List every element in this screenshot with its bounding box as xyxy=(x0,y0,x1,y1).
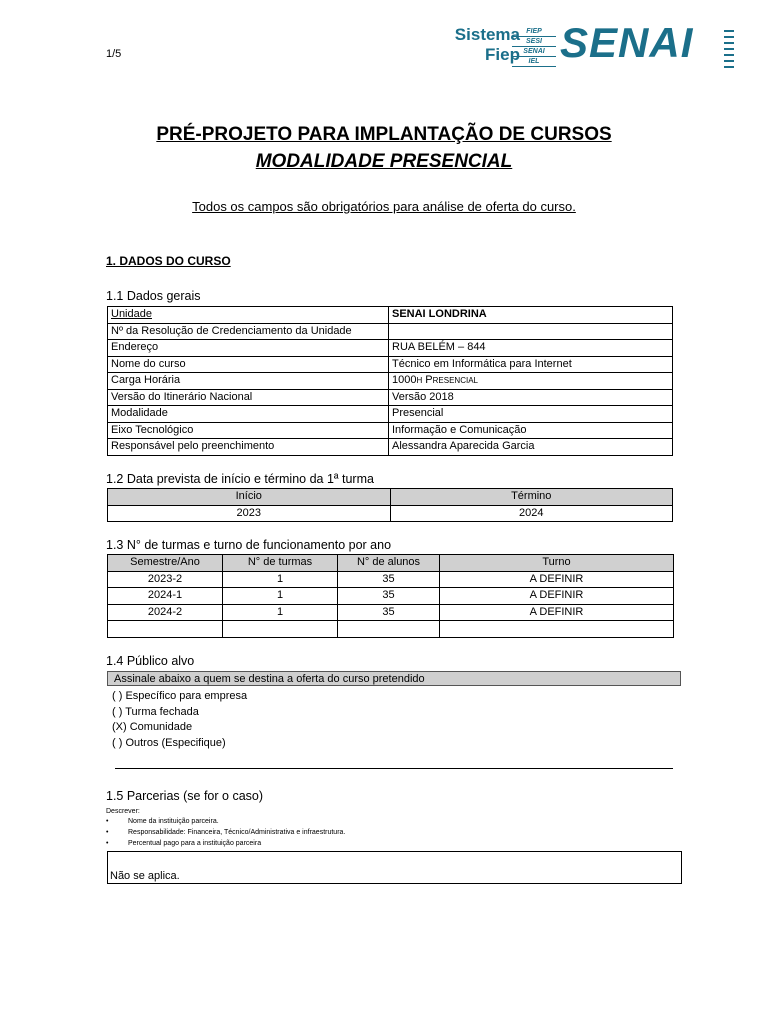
table-cell: Nº da Resolução de Credenciamento da Unidade xyxy=(108,323,389,340)
table-header-row xyxy=(108,489,673,506)
table-cell: A DEFINIR xyxy=(440,588,674,605)
table-row xyxy=(108,621,674,638)
general-data-table xyxy=(107,306,673,456)
table-row xyxy=(108,373,673,390)
table-cell: 1 xyxy=(223,571,338,588)
table-header-cell: Início xyxy=(108,489,391,506)
logo-stack-item: FIEP xyxy=(512,27,556,37)
table-cell: A DEFINIR xyxy=(440,571,674,588)
partnership-answer: Não se aplica. xyxy=(110,870,180,882)
table-row xyxy=(108,340,673,357)
table-cell: Versão 2018 xyxy=(389,389,673,406)
table-header-cell: N° de turmas xyxy=(223,555,338,572)
partnership-answer-box[interactable] xyxy=(107,851,682,884)
logo-stack-item: IEL xyxy=(512,57,556,67)
table-cell: 35 xyxy=(338,604,440,621)
section-1-1-heading: 1.1 Dados gerais xyxy=(106,289,201,303)
logo-entity-stack xyxy=(512,27,556,67)
table-cell: Unidade xyxy=(108,307,389,324)
table-cell: 35 xyxy=(338,588,440,605)
table-row xyxy=(108,439,673,456)
logo-sistema-text: Sistema xyxy=(454,25,520,44)
table-cell xyxy=(389,323,673,340)
table-cell: Endereço xyxy=(108,340,389,357)
table-cell: RUA BELÉM – 844 xyxy=(389,340,673,357)
logo-stack-item: SESI xyxy=(512,37,556,47)
document-title: PRÉ-PROJETO PARA IMPLANTAÇÃO DE CURSOS xyxy=(156,124,612,145)
table-cell: Técnico em Informática para Internet xyxy=(389,356,673,373)
table-header-cell: Semestre/Ano xyxy=(108,555,223,572)
table-cell: 1 xyxy=(223,588,338,605)
table-row xyxy=(108,604,674,621)
table-row xyxy=(108,323,673,340)
section-1-heading: 1. DADOS DO CURSO xyxy=(106,254,231,268)
table-cell: Presencial xyxy=(389,406,673,423)
table-header-cell: N° de alunos xyxy=(338,555,440,572)
table-cell: Alessandra Aparecida Garcia xyxy=(389,439,673,456)
table-row xyxy=(108,356,673,373)
table-cell: 2023 xyxy=(108,505,391,522)
section-1-2-heading: 1.2 Data prevista de início e término da 1ª turma xyxy=(106,472,374,486)
audience-option-community[interactable]: (X) Comunidade xyxy=(112,721,193,733)
table-header-cell: Término xyxy=(390,489,673,506)
list-item-text: Responsabilidade: Financeira, Técnico/Administrativa e infraestrutura. xyxy=(128,829,346,836)
bullet-icon: • xyxy=(106,840,109,847)
logo-bars-icon xyxy=(724,30,734,72)
table-row xyxy=(108,571,674,588)
logo-stack-item: SENAI xyxy=(512,47,556,57)
table-cell: SENAI LONDRINA xyxy=(389,307,673,324)
list-item xyxy=(106,818,219,825)
table-cell xyxy=(223,621,338,638)
table-cell: Versão do Itinerário Nacional xyxy=(108,389,389,406)
table-row xyxy=(108,307,673,324)
document-modality-title: MODALIDADE PRESENCIAL xyxy=(255,151,513,172)
table-row xyxy=(108,505,673,522)
table-cell xyxy=(440,621,674,638)
logo-senai-text: SENAI xyxy=(560,19,694,66)
table-cell: 2024-1 xyxy=(108,588,223,605)
page-number: 1/5 xyxy=(106,48,122,60)
table-cell xyxy=(338,621,440,638)
table-row xyxy=(108,389,673,406)
table-cell: A DEFINIR xyxy=(440,604,674,621)
table-cell: 2024-2 xyxy=(108,604,223,621)
logo-fiep-text: Fiep xyxy=(485,45,520,64)
table-cell: Informação e Comunicação xyxy=(389,422,673,439)
table-row xyxy=(108,406,673,423)
audience-option-others[interactable]: ( ) Outros (Especifique) xyxy=(112,737,226,749)
audience-option-company[interactable]: ( ) Específico para empresa xyxy=(112,690,248,702)
audience-option-closed-class[interactable]: ( ) Turma fechada xyxy=(112,706,199,718)
list-item xyxy=(106,840,261,847)
section-1-3-heading: 1.3 N° de turmas e turno de funcionamento por ano xyxy=(106,538,392,552)
target-audience-instruction: Assinale abaixo a quem se destina a oferta do curso pretendido xyxy=(107,671,681,686)
table-row xyxy=(108,588,674,605)
table-cell: 2024 xyxy=(390,505,673,522)
table-cell: 35 xyxy=(338,571,440,588)
table-header-row xyxy=(108,555,674,572)
table-cell: Responsável pelo preenchimento xyxy=(108,439,389,456)
table-cell: Nome do curso xyxy=(108,356,389,373)
table-cell: Eixo Tecnológico xyxy=(108,422,389,439)
table-header-cell: Turno xyxy=(440,555,674,572)
table-cell: Modalidade xyxy=(108,406,389,423)
table-row xyxy=(108,422,673,439)
classes-shifts-table xyxy=(107,554,674,638)
table-cell: 1000h Presencial xyxy=(389,373,673,390)
document-subtitle: Todos os campos são obrigatórios para análise de oferta do curso. xyxy=(192,199,576,214)
table-cell: Carga Horária xyxy=(108,373,389,390)
bullet-icon: • xyxy=(106,829,109,836)
list-item xyxy=(106,829,345,836)
list-item-text: Percentual pago para a instituição parceira xyxy=(128,840,262,847)
list-item-text: Nome da instituição parceira. xyxy=(128,818,219,825)
section-1-5-heading: 1.5 Parcerias (se for o caso) xyxy=(106,789,264,803)
table-cell xyxy=(108,621,223,638)
bullet-icon: • xyxy=(106,818,109,825)
table-cell: 2023-2 xyxy=(108,571,223,588)
start-end-date-table xyxy=(107,488,673,522)
table-cell: 1 xyxy=(223,604,338,621)
section-1-4-heading: 1.4 Público alvo xyxy=(106,654,195,668)
describe-label: Descrever: xyxy=(106,808,140,815)
specify-line xyxy=(115,768,673,769)
sistema-fiep-senai-logo xyxy=(432,19,744,70)
